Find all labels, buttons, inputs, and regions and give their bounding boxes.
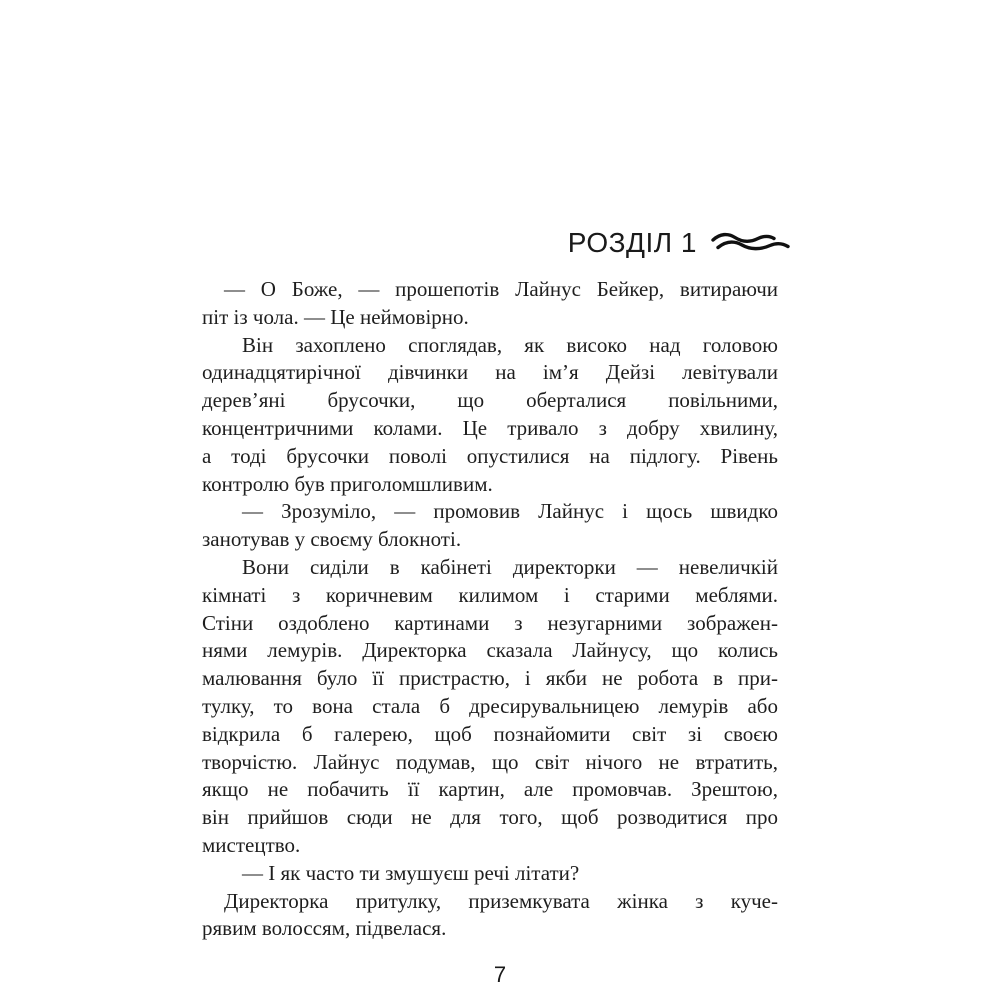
text-line: нями лемурів. Директорка сказала Лайнусу, що колись	[202, 638, 778, 663]
text-line: він прийшов сюди не для того, щоб розводитися про	[202, 805, 778, 830]
text-line: тулку, то вона стала б дресирувальницею лемурів або	[202, 693, 778, 718]
page-text	[202, 276, 778, 943]
double-wave-icon	[710, 232, 790, 254]
page-number: 7	[493, 962, 507, 987]
text-line: контролю був приголомшливим.	[202, 471, 493, 496]
text-line: Він захоплено споглядав, як високо над головою	[242, 332, 778, 357]
text-line: а тоді брусочки поволі опустилися на підлогу. Рівень	[202, 443, 778, 468]
text-line: рявим волоссям, підвелася.	[202, 916, 447, 941]
text-line: відкрила б галерею, щоб познайомити світ зі своєю	[202, 721, 778, 746]
text-line: малювання було її пристрастю, і якби не робота в при-	[202, 666, 778, 691]
text-line: занотував у своєму блокноті.	[202, 527, 462, 552]
text-line: творчістю. Лайнус подумав, що світ нічого не втратить,	[202, 749, 778, 774]
text-line: кімнаті з коричневим килимом і старими меблями.	[202, 582, 778, 607]
chapter-title: РОЗДІЛ 1	[567, 227, 697, 258]
text-line: якщо не побачить її картин, але промовчав. Зрештою,	[202, 777, 778, 802]
paragraph	[202, 888, 778, 944]
text-line: одинадцятирічної дівчинки на ім’я Дейзі левітували	[202, 360, 778, 385]
paragraph	[202, 554, 778, 860]
text-line: — І як часто ти змушуєш речі літати?	[242, 860, 580, 885]
text-line: піт із чола. — Це неймовірно.	[202, 304, 469, 329]
text-line: мистецтво.	[202, 832, 301, 857]
text-line: Стіни оздоблено картинами з незугарними зображен-	[202, 610, 778, 635]
paragraph	[202, 860, 778, 888]
text-line: дерев’яні брусочки, що оберталися повільними,	[202, 388, 778, 413]
paragraph	[202, 332, 778, 499]
text-line: Директорка притулку, приземкувата жінка з куче-	[224, 888, 778, 913]
chapter-header	[202, 228, 790, 258]
text-line: — Зрозуміло, — промовив Лайнус і щось швидко	[242, 499, 778, 524]
paragraph	[202, 498, 778, 554]
text-line: — О Боже, — прошепотів Лайнус Бейкер, витираючи	[224, 277, 778, 301]
paragraph	[202, 276, 778, 332]
text-line: концентричними колами. Це тривало з добру хвилину,	[202, 415, 778, 440]
text-line: Вони сиділи в кабінеті директорки — невеличкій	[242, 554, 778, 579]
